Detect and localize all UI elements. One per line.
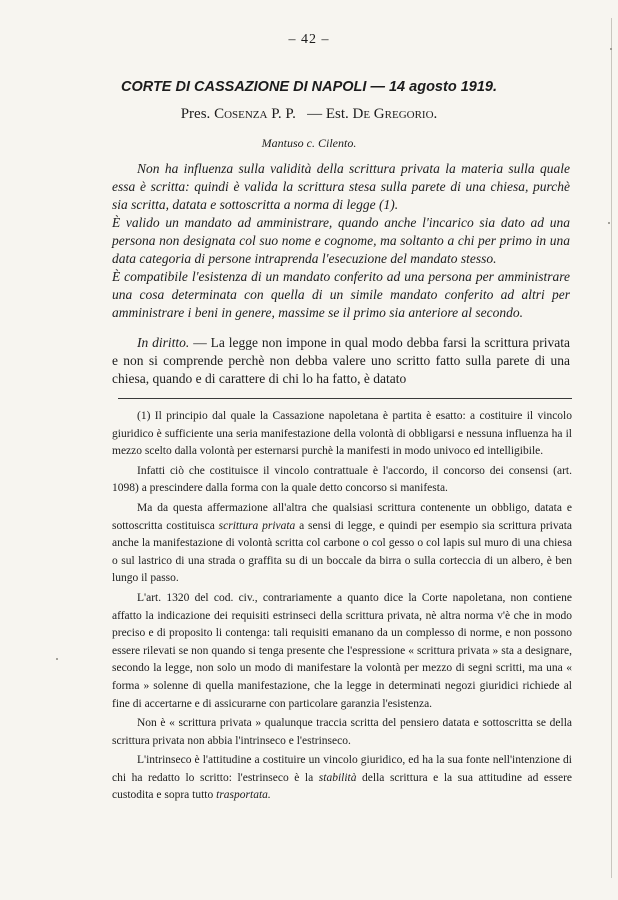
footnote-paragraph <box>112 500 572 588</box>
judges-separator: — <box>307 106 323 122</box>
footnote-paragraph: (1) Il principio dal quale la Cassazione napoletana è partita è esatto: a costituire il vincolo giuridico è sufficiente una seria manifestazione della volontà di obbligarsi e nessuna influenza ha il mezzo scelto dalla volontà per esternarsi purchè la manifesti in modo univoco ed intelligibile. <box>112 410 572 458</box>
in-diritto-section <box>112 334 570 388</box>
footnote-rule <box>118 398 572 399</box>
scan-speck <box>610 48 612 50</box>
footnote-text: della scrittura e la sua attitudine ad essere custodita e sopra tutto <box>112 771 573 802</box>
footnote-paragraph: Non è « scrittura privata » qualunque traccia scritta del pensiero datata e sottoscritta se della scrittura privata non abbia l'intrinseco e l'estrinseco. <box>112 717 572 747</box>
footnote-paragraph <box>112 752 572 805</box>
diritto-lead: In diritto. <box>137 335 190 350</box>
president-name: Cosenza P. P. <box>214 106 296 122</box>
diritto-text: La legge non impone in qual modo debba farsi la scrittura privata e non si comprende perchè non debba valere uno scritto fatto sulla parete di una chiesa, quando e di carattere di chi lo ha fatto, è datato <box>112 335 571 386</box>
scan-speck <box>56 658 58 660</box>
footnote-paragraph: Infatti ciò che costituisce il vincolo contrattuale è l'accordo, il concorso dei consensi (art. 1098) a prescindere dalla forma con la quale detto concorso si manifesta. <box>112 464 572 495</box>
maxims-block <box>112 160 570 322</box>
scan-speck <box>608 222 610 224</box>
footnote-emphasis: stabilità <box>318 771 357 784</box>
footnotes-block <box>112 408 572 807</box>
footnote-emphasis: trasportata. <box>216 789 271 802</box>
maxim-paragraph: È valido un mandato ad amministrare, quando anche l'incarico sia dato ad una persona non designata col suo nome e cognome, ma soltanto a chi per primo in una data categoria di persone intraprenda l'esecuzione del mandato stesso. <box>112 215 570 266</box>
page-number: – 42 – <box>288 32 330 47</box>
footnote-text: Ma da questa affermazione all'altra che qualsiasi scrittura contenente un obbligo, datata e sottoscritta costituisca <box>112 501 572 532</box>
estensore-name: De Gregorio. <box>352 106 438 122</box>
decision-heading: CORTE DI CASSAZIONE DI NAPOLI — 14 agosto 1919. <box>120 79 497 95</box>
estensore-prefix: Est. <box>325 106 349 122</box>
parties-line: Mantuso c. Cilento. <box>261 136 357 150</box>
diritto-dash: — <box>189 335 211 350</box>
maxim-paragraph: Non ha influenza sulla validità della scrittura privata la materia sulla quale essa è scritta: quindi è valida la scrittura stesa sulla parete di una chiesa, purchè sia scritta, datata e sottoscritta a norma di legge (1). <box>112 161 570 212</box>
footnote-text: L'intrinseco è l'attitudine a costituire un vincolo giuridico, ed ha la sua fonte nell'intenzione di chi ha redatto lo scritto: l'estrinseco è la <box>112 754 572 784</box>
footnote-text: a sensi di legge, e quindi per esempio sia scrittura privata anche la manifestazione di volontà scritta col carbone o col gesso o col lapis sul muro di una chiesa o sul lastrico di una strada o graffita su di un boccale da birra o sulla corteccia di un albero, è ben lungo il passo. <box>112 519 573 585</box>
judges-line <box>0 106 618 123</box>
footnote-paragraph: L'art. 1320 del cod. civ., contrariamente a quanto dice la Corte napoletana, non contiene affatto la indicazione dei requisiti estrinseci della scrittura privata, nè altra norma v'è che in modo preciso e di proposito li contenga: tali requisiti emanano da un complesso di norme, e non possono essere rilevati se non quando si tenga presente che l'espressione « scrittura privata » sta a designare, secondo la legge, non solo un modo di manifestare la volontà per mezzo di segni scritti, ma una « forma » solenne di quella manifestazione, che la legge in determinati negozi giuridici richiede al fine di accertarne e di assicurarne con particolare garanzia l'esistenza. <box>112 591 572 710</box>
diritto-paragraph <box>112 334 570 388</box>
footnote-emphasis: scrittura privata <box>218 519 296 532</box>
president-prefix: Pres. <box>180 106 211 122</box>
maxim-paragraph: È compatibile l'esistenza di un mandato conferito ad una persona per amministrare una cosa determinata con quella di un simile mandato conferito ad altri per amministrare i beni in genere, massime se il primo sia anteriore al secondo. <box>112 269 570 320</box>
